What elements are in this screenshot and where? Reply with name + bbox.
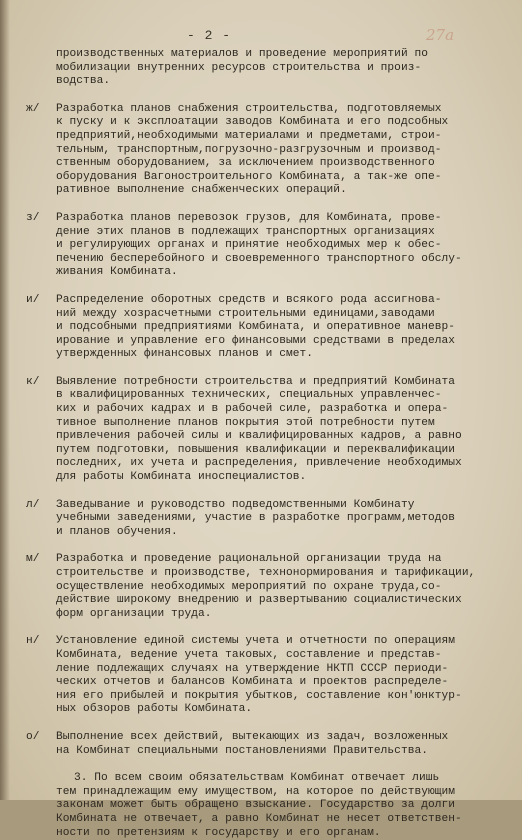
text-line: ративное выполнение снабженческих операций. (56, 184, 506, 198)
list-item-z (26, 212, 506, 280)
text-line: ности по претензиям к государству и его органам. (56, 827, 506, 840)
text-line: последних, их учета и распределения, привлечение необходимых (56, 457, 506, 471)
list-item-l (26, 499, 506, 540)
text-line: живания Комбината. (56, 266, 506, 280)
text-line: производственных материалов и проведение мероприятий по (56, 48, 506, 62)
text-line: и подсобными предприятиями Комбината, и оперативное маневр- (56, 321, 506, 335)
text-line: на Комбинат специальными постановлениями Правительства. (56, 745, 506, 759)
text-line: ирование и управление его финансовыми средствами в пределах (56, 335, 506, 349)
text-line: ственным оборудованием, за исключением производственного (56, 157, 506, 171)
text-line: для работы Комбината иноспециалистов. (56, 471, 506, 485)
text-line: тем принадлежащим ему имуществом, на которое по действующим (56, 786, 506, 800)
list-marker: и/ (26, 294, 56, 308)
text-line: ких и рабочих кадрах и в рабочей силе, разработка и опера- (56, 403, 506, 417)
list-marker: з/ (26, 212, 56, 226)
text-line: ных обзоров работы Комбината. (56, 703, 506, 717)
text-line: предприятий,необходимыми материалами и предметами, строи- (56, 130, 506, 144)
text-line: путем подготовки, повышения квалификации и переквалификации (56, 444, 506, 458)
text-line: Выполнение всех действий, вытекающих из задач, возложенных (56, 731, 506, 745)
list-item-m (26, 553, 506, 621)
text-line: действие широкому внедрению и развертыванию социалистических (56, 594, 506, 608)
archive-page-number: 27а (426, 26, 454, 44)
text-line: Установление единой системы учета и отчетности по операциям (56, 635, 506, 649)
text-line: печению бесперебойного и своевременного транспортного обслу- (56, 253, 506, 267)
text-line: оборудования Вагоностроительного Комбината, а так-же опе- (56, 171, 506, 185)
text-line: ление подлежащих случаях на утверждение НКТП СССР периоди- (56, 663, 506, 677)
list-marker: н/ (26, 635, 56, 649)
text-line: Разработка и проведение рациональной организации труда на (56, 553, 506, 567)
list-marker: ж/ (26, 103, 56, 117)
list-marker: к/ (26, 376, 56, 390)
text-line: мобилизации внутренних ресурсов строительства и произ- (56, 62, 506, 76)
text-line: осуществление необходимых мероприятий по охране труда,со- (56, 581, 506, 595)
list-marker: о/ (26, 731, 56, 745)
text-line: в квалифицированных технических, специальных управленчес- (56, 389, 506, 403)
page-number: - 2 - (187, 28, 231, 43)
text-line: ния его прибылей и покрытия убытков, составление кон'юнктур- (56, 690, 506, 704)
text-line: тивное выполнение планов покрытия этой потребности путем (56, 417, 506, 431)
text-line: привлечения рабочей силы и квалифицированных кадров, а равно (56, 430, 506, 444)
text-line: законам может быть обращено взыскание. Государство за долги (56, 799, 506, 813)
text-line: Комбината, ведение учета таковых, составление и представ- (56, 649, 506, 663)
list-item-n (26, 635, 506, 717)
paragraph-3 (56, 772, 506, 840)
list-item-k (26, 376, 506, 485)
text-line: форм организации труда. (56, 608, 506, 622)
list-item-i (26, 294, 506, 362)
list-marker: л/ (26, 499, 56, 513)
text-line: строительстве и производстве, технонормирования и тарификации, (56, 567, 506, 581)
continued-paragraph (56, 48, 506, 89)
text-line: Выявление потребности строительства и предприятий Комбината (56, 376, 506, 390)
text-line: Комбината не отвечает, а равно Комбинат не несет ответствен- (56, 813, 506, 827)
text-line: и планов обучения. (56, 526, 506, 540)
text-line: к пуску и к эксплоатации заводов Комбината и его подсобных (56, 116, 506, 130)
text-line: дение этих планов в подлежащих транспортных организациях (56, 226, 506, 240)
document-body (26, 48, 506, 840)
text-line: 3. По всем своим обязательствам Комбинат отвечает лишь (56, 772, 506, 786)
list-item-o (26, 731, 506, 758)
text-line: утвержденных финансовых планов и смет. (56, 348, 506, 362)
text-line: Разработка планов перевозок грузов, для Комбината, прове- (56, 212, 506, 226)
list-item-zh (26, 103, 506, 198)
page-edge-shadow (0, 0, 10, 800)
text-line: учебными заведениями, участие в разработке программ,методов (56, 512, 506, 526)
list-marker: м/ (26, 553, 56, 567)
text-line: водства. (56, 75, 506, 89)
text-line: Заведывание и руководство подведомственными Комбинату (56, 499, 506, 513)
text-line: Распределение оборотных средств и всякого рода ассигнова- (56, 294, 506, 308)
text-line: Разработка планов снабжения строительства, подготовляемых (56, 103, 506, 117)
text-line: и регулирующих органах и принятие необходимых мер к обес- (56, 239, 506, 253)
text-line: ний между хозрасчетными строительными единицами,заводами (56, 308, 506, 322)
text-line: ческих отчетов и балансов Комбината и проектов распределе- (56, 676, 506, 690)
text-line: тельным, транспортным,погрузочно-разгрузочным и производ- (56, 144, 506, 158)
